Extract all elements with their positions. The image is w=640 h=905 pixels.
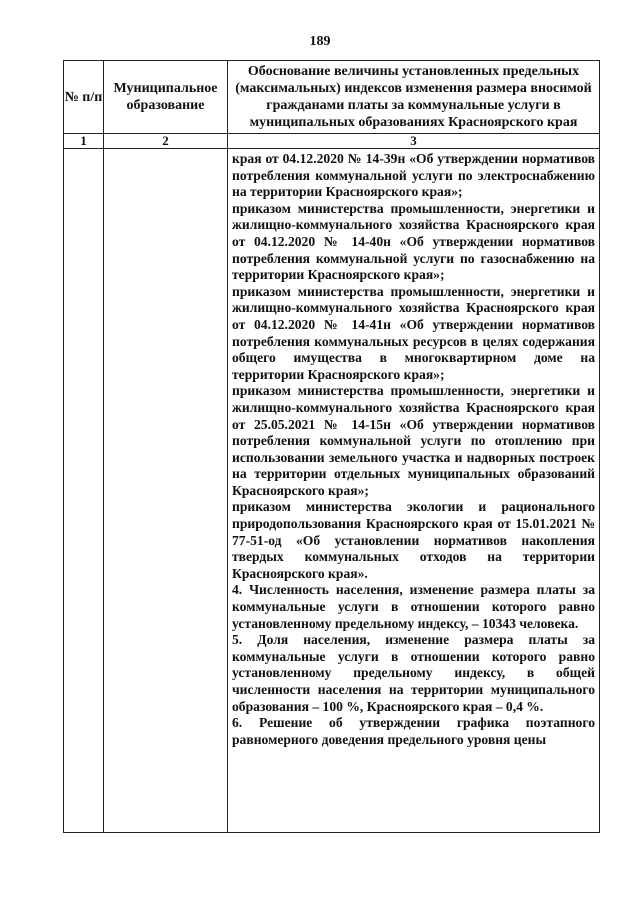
- column-number-1: 1: [64, 134, 104, 149]
- justification-table: [63, 60, 600, 833]
- column-numbers-row: [64, 134, 600, 149]
- column-number-2: 2: [104, 134, 228, 149]
- header-row: [64, 61, 600, 134]
- paragraph: 6. Решение об утверждении графика поэтапного равномерного доведения предельного уровня цены: [232, 715, 595, 747]
- table-row: [64, 149, 600, 833]
- justification-text: [228, 149, 599, 832]
- header-number: № п/п: [64, 61, 104, 134]
- cell-number: [64, 149, 104, 833]
- header-municipality: Муниципальное образование: [104, 61, 228, 134]
- paragraph: приказом министерства экологии и рационального природопользования Красноярского края от 15.01.2021 № 77-51-од «Об установлении нормативов накопления твердых коммунальных отходов на территории Красноярского края».: [232, 499, 595, 581]
- paragraph: приказом министерства промышленности, энергетики и жилищно-коммунального хозяйства Красноярского края от 04.12.2020 № 14-41н «Об утверждении нормативов потребления коммунальных ресурсов в целях содержания общего имущества в многоквартирном доме на территории Красноярского края»;: [232, 283, 595, 382]
- paragraph: 4. Численность населения, изменение размера платы за коммунальные услуги в отношении которого равно установленному предельному индексу, – 10343 человека.: [232, 582, 595, 631]
- cell-justification: [228, 149, 600, 833]
- paragraph: приказом министерства промышленности, энергетики и жилищно-коммунального хозяйства Красноярского края от 04.12.2020 № 14-40н «Об утверждении нормативов потребления коммунальной услуги по газоснабжению на территории Красноярского края»;: [232, 200, 595, 283]
- paragraph: приказом министерства промышленности, энергетики и жилищно-коммунального хозяйства Красноярского края от 25.05.2021 № 14-15н «Об утверждении нормативов потребления коммунальной услуги по отоплению при использовании земельного участка и надворных построек на территории отдельных муниципальных образований Красноярского края»;: [232, 383, 595, 498]
- paragraph: 5. Доля населения, изменение размера платы за коммунальные услуги в отношении которого равно установленному предельному индексу, в общей численности населения на территории муниципального образования – 100 %, Красноярского края – 0,4 %.: [232, 632, 595, 714]
- page-number: 189: [309, 34, 331, 49]
- column-number-3: 3: [228, 134, 600, 149]
- cell-municipality: [104, 149, 228, 833]
- paragraph: края от 04.12.2020 № 14-39н «Об утверждении нормативов потребления коммунальной услуги по электроснабжению на территории Красноярского края»;: [232, 151, 595, 200]
- header-justification: Обоснование величины установленных предельных (максимальных) индексов изменения размера вносимой гражданами платы за коммунальные услуги в муниципальных образованиях Красноярского края: [228, 61, 600, 134]
